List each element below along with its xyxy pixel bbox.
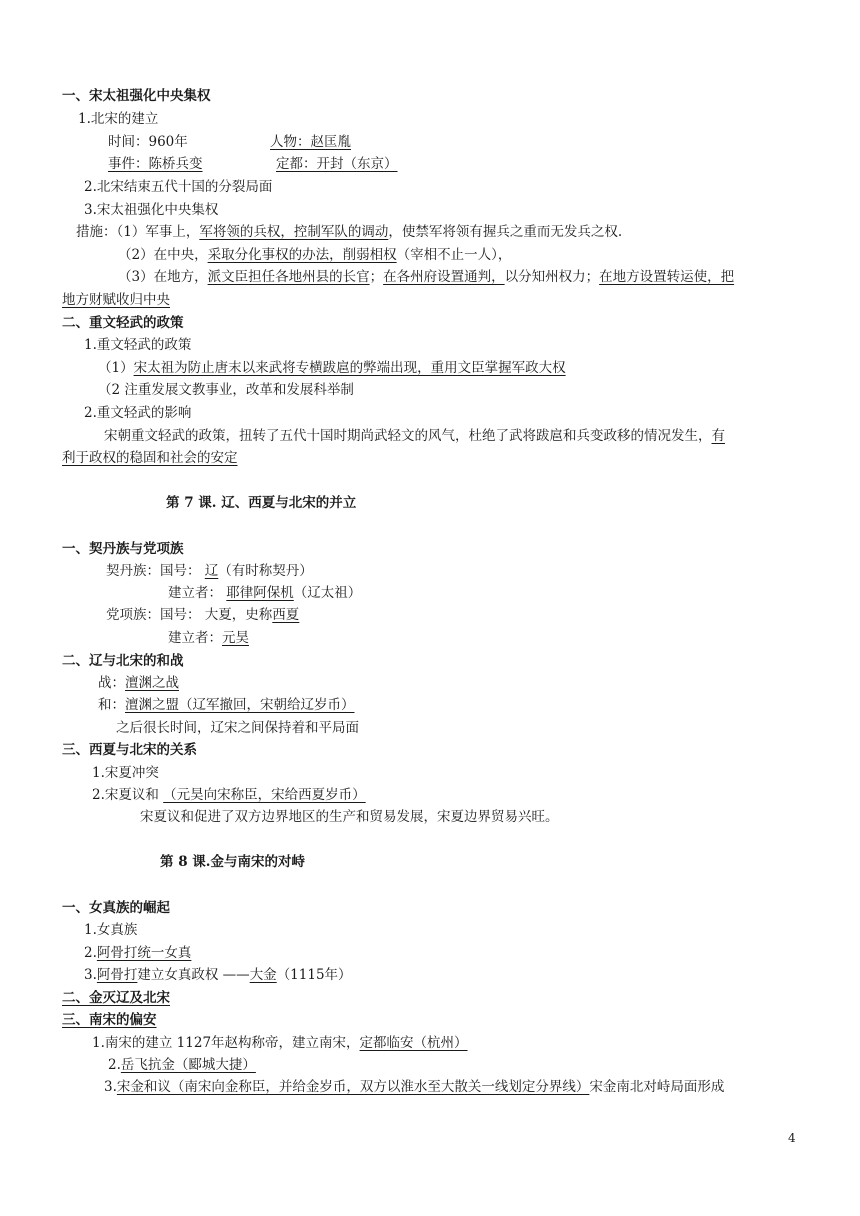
paragraph-line: 之后很长时间，辽宋之间保持着和平局面 [116,720,359,736]
list-item [84,966,352,984]
founding-event: 事件：陈桥兵变 [108,156,203,172]
section-heading: 三、南宋的偏安 [62,1012,157,1028]
list-item [104,1078,724,1096]
text-span: 2.宋夏议和 [92,787,164,803]
section-heading: 二、辽与北宋的和战 [62,653,184,669]
text-span: （1115年） [276,967,352,983]
underlined-span: 宋太祖为防止唐末以来武将专横跋扈的弊端出现，重用文臣掌握军政大权 [133,360,566,376]
underlined-span: 宋金和议（南宋向金称臣，并给金岁币，双方以淮水至大散关一线划定分界线） [116,1079,590,1095]
text-span: 措施：（1）军事上， [76,224,200,240]
text-span: 1.南宋的建立 1127年赵构称帝，建立南宋， [92,1035,360,1051]
section-heading: 二、金灭辽及北宋 [62,990,170,1006]
text-span: 宋金南北对峙局面形成 [589,1079,725,1095]
list-item: 1.北宋的建立 [78,111,159,127]
underlined-span: 大金 [249,967,277,983]
founding-person: 人物：赵匡胤 [270,134,351,150]
list-item [84,944,191,962]
measure-line [118,268,734,286]
page-number: 4 [788,1131,796,1145]
underlined-span: 在各州府设置通判， [383,269,505,285]
text-span: （3）在地方， [118,269,208,285]
text-span: 党项族：国号： 大夏，史称 [106,607,273,623]
list-item: 3.宋太祖强化中央集权 [84,202,219,218]
text-span: （宰相不止一人）， [396,247,512,263]
entry-line [168,629,249,647]
text-span: 建立女真政权 —— [137,967,250,983]
underlined-span: 元昊 [222,630,249,646]
text-span: 3. [84,967,97,983]
section-heading: 三、西夏与北宋的关系 [62,742,197,758]
list-item: 1.宋夏冲突 [92,765,159,781]
text-span: 建立者： [168,585,227,601]
list-item [108,1056,256,1074]
founding-capital: 定都：开封（东京） [276,156,398,172]
underlined-span: 阿骨打 [96,967,138,983]
entry-line [98,674,179,692]
list-item [92,786,366,804]
text-span: （1） [98,360,134,376]
text-span: 3. [104,1079,117,1095]
list-item: 2.北宋结束五代十国的分裂局面 [84,179,273,195]
text-span: 和： [98,697,125,713]
text-span: （有时称契丹） [218,563,313,579]
section-heading: 一、宋太祖强化中央集权 [62,88,211,104]
policy-line [98,359,566,377]
text-span: 2. [84,945,97,961]
underlined-span: 西夏 [272,607,300,623]
text-span: ； [369,269,384,285]
text-span: 以分知州权力； [504,269,600,285]
underlined-span: （元昊向宋称臣，宋给西夏岁币） [163,787,366,803]
measure-line-continuation: 地方财赋收归中央 [62,292,170,308]
section-heading: 二、重文轻武的政策 [62,315,184,331]
list-item: 1.女真族 [84,922,138,938]
underlined-span: 有 [711,428,725,444]
text-span: ，使禁军将领有握兵之重而无发兵之权. [388,224,623,240]
text-span: 战： [98,675,125,691]
paragraph-line [104,427,725,445]
underlined-span: 阿骨打统一女真 [96,945,192,961]
underlined-span: 岳飞抗金（郾城大捷） [120,1057,256,1073]
text-span: 2. [108,1057,121,1073]
text-span: 建立者： [168,630,222,646]
measure-line [76,223,622,241]
paragraph-line: 宋夏议和促进了双方边界地区的生产和贸易发展，宋夏边界贸易兴旺。 [140,809,559,825]
underlined-span: 采取分化事权的办法，削弱相权 [207,247,397,263]
underlined-span: 耶律阿保机 [226,585,294,601]
entry-line [98,696,355,714]
text-span: 宋朝重文轻武的政策，扭转了五代十国时期尚武轻文的风气，杜绝了武将跋扈和兵变政移的情况发生， [104,428,712,444]
text-span: 契丹族：国号： [106,563,205,579]
entry-line [106,562,313,580]
lesson-title: 第 7 课. 辽、西夏与北宋的并立 [166,495,357,511]
policy-line: （2 注重发展文教事业，改革和发展科举制 [98,382,354,398]
list-item: 1.重文轻武的政策 [84,337,192,353]
underlined-span: 军将领的兵权，控制军队的调动 [199,224,389,240]
list-item [92,1034,468,1052]
underlined-span: 澶渊之盟（辽军撤回，宋朝给辽岁币） [125,697,355,713]
underlined-span: 派文臣担任各地州县的长官 [207,269,370,285]
entry-line [168,584,361,602]
list-item: 2.重文轻武的影响 [84,405,192,421]
section-heading: 一、女真族的崛起 [62,900,170,916]
measure-line [118,246,511,264]
paragraph-line-continuation: 利于政权的稳固和社会的安定 [62,450,238,466]
founding-time: 时间：960年 [108,134,188,150]
text-span: （辽太祖） [293,585,362,601]
underlined-span: 定都临安（杭州） [359,1035,468,1051]
lesson-title: 第 8 课.金与南宋的对峙 [160,854,305,870]
underlined-span: 澶渊之战 [125,675,179,691]
text-span: （2）在中央， [118,247,208,263]
entry-line [106,606,299,624]
section-heading: 一、契丹族与党项族 [62,541,184,557]
underlined-span: 在地方设置转运使，把 [599,269,735,285]
underlined-span: 辽 [204,563,219,579]
